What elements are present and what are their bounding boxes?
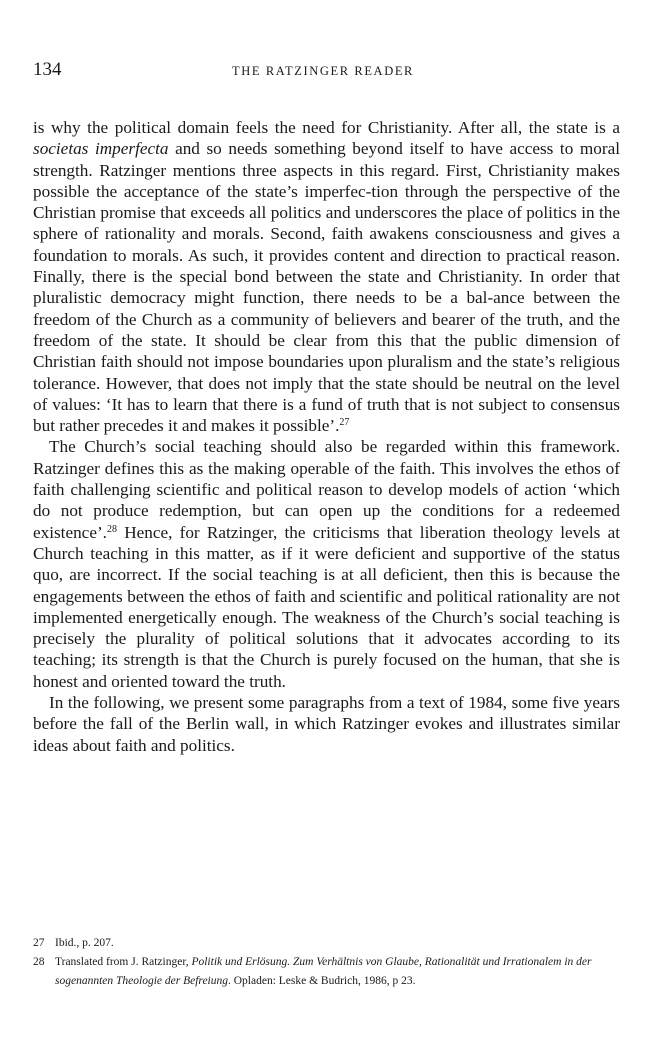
- footnote-number: 27: [33, 937, 45, 949]
- paragraph-text: Hence, for Ratzinger, the criticisms that liberation theology levels at Church teaching in this matter, as if it were deficient and supportive of the status quo, are incorrect. If the social teaching is at all deficient, then this is because the engagements between the ethos of faith and scientific and political rationality are not implemented energetically enough. The weakness of the Church’s social teaching is precisely the plurality of political solutions that it advocates according to its teaching; its strength is that the Church is purely focused on the human, that she is honest and oriented toward the truth.: [33, 522, 620, 691]
- footnote-text: . Opladen: Leske & Budrich, 1986, p 23.: [228, 975, 416, 987]
- paragraph-1: [33, 117, 620, 436]
- page-number: 134: [33, 59, 62, 80]
- footnote-27: [33, 934, 593, 953]
- running-title: THE RATZINGER READER: [232, 64, 414, 78]
- footnote-ref-27[interactable]: 27: [339, 417, 350, 429]
- footnote-28: [33, 953, 593, 991]
- footnote-text: Translated from J. Ratzinger,: [55, 956, 192, 968]
- footnote-text: Ibid., p. 207.: [55, 937, 114, 949]
- paragraph-text: The Church’s social teaching should also be regarded within this framework. Ratzinger defines this as the making operable of the faith. This involves the ethos of faith challenging scientific and political reason to develop models of action ‘which do not produce redemption, but can open up the conditions for a redeemed existence’.: [33, 437, 620, 542]
- paragraph-text: and so needs something beyond itself to have access to moral strength. Ratzinger mentions three aspects in this regard. First, Christianity makes possible the acceptance of the state’s imperfec-tion through the perspective of the Christian promise that exceeds all politics and underscores the place of politics in the sphere of rationality and morals. Second, faith awakens consciousness and gives a foundation to morals. As such, it provides content and direction to practical reason. Finally, there is the special bond between the state and Christianity. In order that pluralistic democracy might function, there needs to be a bal-ance between the freedom of the Church as a community of believers and bearer of the truth, and the freedom of the state. It should be clear from this that the public dimension of Christian faith should not impose boundaries upon pluralism and the state’s religious tolerance. However, that does not imply that the state should be neutral on the level of values: ‘It has to learn that there is a fund of truth that is not subject to consensus but rather precedes it and makes it possible’.: [33, 139, 620, 436]
- running-header: [33, 58, 620, 82]
- paragraph-text: is why the political domain feels the need for Christianity. After all, the state is a: [33, 118, 620, 137]
- italic-phrase: societas imperfecta: [33, 139, 169, 159]
- body-text: [33, 117, 620, 756]
- footnote-ref-28[interactable]: 28: [106, 523, 117, 535]
- paragraph-3: [33, 692, 620, 756]
- paragraph-text: In the following, we present some paragraphs from a text of 1984, some five years before the fall of the Berlin wall, in which Ratzinger evokes and illustrates similar ideas about faith and politics.: [33, 693, 620, 755]
- footnote-number: 28: [33, 956, 45, 968]
- footnote-italic-title: Politik und Erlösung. Zum Verhältnis von Glaube, Rationalität und Irrationalem in der sogenannten Theologie der Befreiung: [55, 956, 592, 987]
- footnotes: [33, 934, 593, 991]
- paragraph-2: [33, 436, 620, 692]
